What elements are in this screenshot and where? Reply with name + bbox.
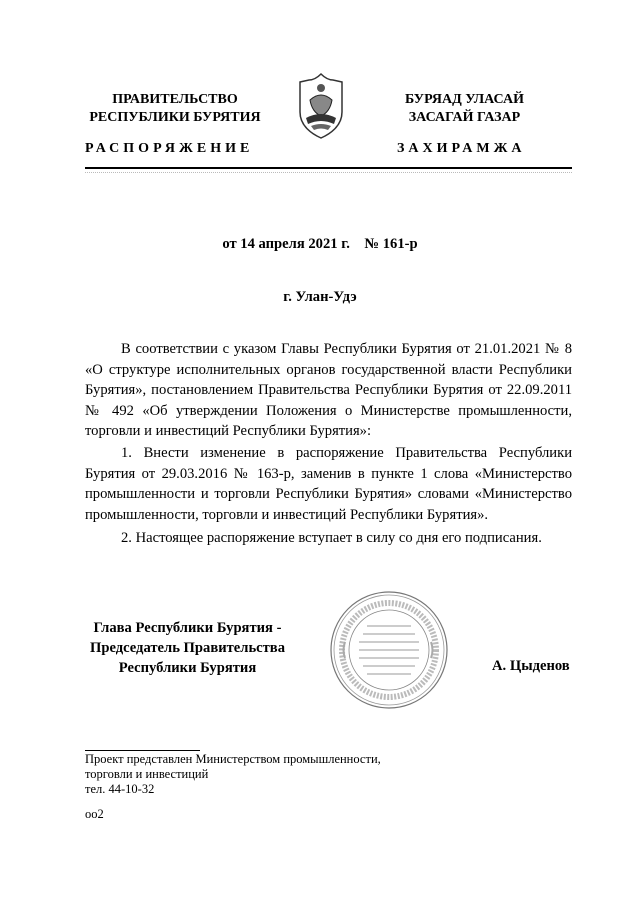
header-left-line1: ПРАВИТЕЛЬСТВО — [112, 92, 238, 107]
header-left-line2: РЕСПУБЛИКИ БУРЯТИЯ — [89, 110, 261, 125]
signatory-title — [80, 618, 295, 678]
doc-type-bua: ЗАХИРАМЖА — [397, 141, 526, 156]
signatory-title-line1: Глава Республики Бурятия - — [93, 620, 282, 636]
item-2-paragraph: 2. Настоящее распоряжение вступает в силу со дня его подписания. — [121, 530, 542, 546]
coat-of-arms-emblem — [296, 72, 346, 140]
header-right — [392, 91, 537, 127]
signatory-title-line2: Председатель Правительства — [89, 640, 285, 656]
header-right-line1: БУРЯАД УЛАСАЙ — [405, 92, 524, 107]
footer-line2: торговли и инвестиций — [85, 767, 209, 781]
item-1-paragraph: 1. Внести изменение в распоряжение Правительства Республики Бурятия от 29.03.2016 № 163-р, заменив в пункте 1 слова «Министерство промышленности и торговли Республики Бурятия» словами «Министерство промышленности, торговли и инвестиций Республики Бурятия». — [85, 445, 572, 523]
city: г. Улан-Удэ — [283, 289, 357, 305]
footer-line1: Проект представлен Министерством промышленности, — [85, 752, 381, 766]
header-right-line2: ЗАСАГАЙ ГАЗАР — [408, 110, 521, 125]
footer-note — [85, 752, 381, 797]
date-number: от 14 апреля 2021 г. № 161-р — [222, 236, 418, 252]
header-dotted-line — [85, 172, 572, 174]
preamble-paragraph: В соответствии с указом Главы Республики Бурятия от 21.01.2021 № 8 «О структуре исполнительных органов государственной власти Республики Бурятия», постановлением Правительства Республики Бурятия от 22.09.2011 № 492 «Об утверждении Положения о Министерстве промышленности, торговли и инвестиций Республики Бурятия»: — [85, 341, 572, 439]
signatory-name: А. Цыденов — [492, 658, 570, 674]
footer-rule — [85, 750, 200, 751]
footer-line3: тел. 44-10-32 — [85, 782, 155, 796]
header-divider — [85, 167, 572, 169]
doc-type-ru: РАСПОРЯЖЕНИЕ — [85, 141, 254, 156]
official-seal-stamp — [327, 588, 451, 712]
signatory-title-line3: Республики Бурятия — [118, 660, 257, 676]
footer-code: оо2 — [85, 807, 104, 821]
header-left — [85, 91, 265, 127]
